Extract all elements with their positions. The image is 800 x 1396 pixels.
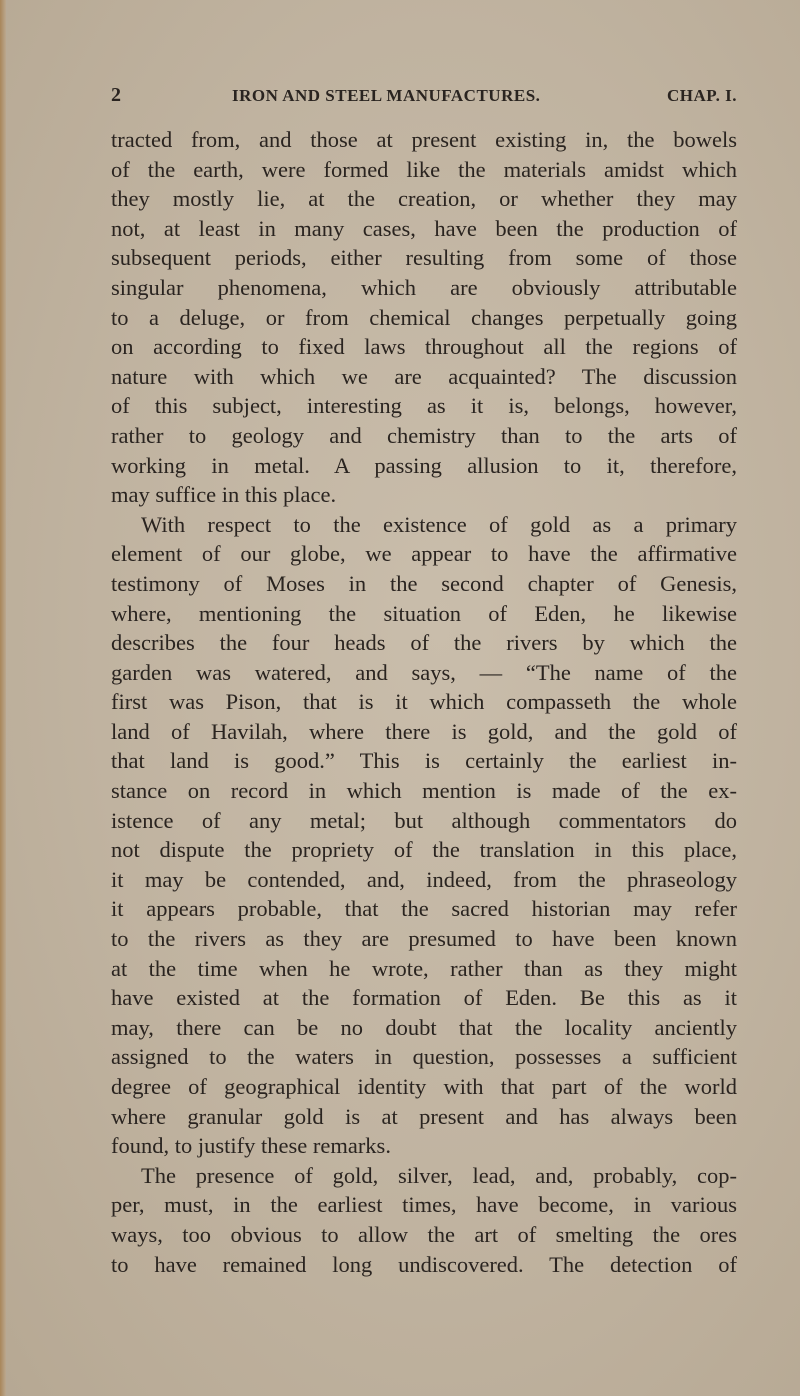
text-line: not, at least in many cases, have been the production of	[111, 215, 737, 241]
text-line: of this subject, interesting as it is, belongs, however,	[111, 393, 737, 419]
text-line: that land is good.” This is certainly the earliest in-	[111, 748, 737, 774]
text-line: found, to justify these remarks.	[111, 1133, 391, 1159]
text-line: tracted from, and those at present existing in, the bowels	[111, 127, 737, 152]
page-edge	[0, 0, 6, 1396]
text-line: on according to fixed laws throughout all the regions of	[111, 334, 737, 360]
text-line: subsequent periods, either resulting from some of those	[111, 245, 737, 271]
text-line: they mostly lie, at the creation, or whether they may	[111, 186, 737, 212]
running-header	[111, 84, 737, 110]
text-line: ways, too obvious to allow the art of smelting the ores	[111, 1221, 737, 1247]
text-line: have existed at the formation of Eden. Be this as it	[111, 985, 737, 1011]
text-line: stance on record in which mention is made of the ex-	[111, 778, 737, 804]
text-line: With respect to the existence of gold as a primary	[141, 511, 737, 537]
text-line: to have remained long undiscovered. The detection of	[111, 1251, 737, 1277]
text-line: singular phenomena, which are obviously attributable	[111, 274, 737, 300]
text-line: The presence of gold, silver, lead, and, probably, cop-	[141, 1162, 737, 1188]
text-line: it may be contended, and, indeed, from the phraseology	[111, 866, 737, 892]
text-line: to the rivers as they are presumed to have been known	[111, 926, 737, 952]
text-line: per, must, in the earliest times, have become, in various	[111, 1192, 737, 1218]
text-line: of the earth, were formed like the materials amidst which	[111, 156, 737, 182]
body-text	[111, 125, 737, 1279]
running-title: IRON AND STEEL MANUFACTURES.	[232, 86, 541, 105]
text-line: may suffice in this place.	[111, 482, 337, 508]
text-line: at the time when he wrote, rather than as they might	[111, 955, 737, 981]
text-line: where, mentioning the situation of Eden, he likewise	[111, 600, 737, 626]
text-line: first was Pison, that is it which compasseth the whole	[111, 689, 737, 715]
text-line: rather to geology and chemistry than to the arts of	[111, 422, 737, 448]
text-line: to a deluge, or from chemical changes perpetually going	[111, 304, 737, 330]
text-line: where granular gold is at present and has always been	[111, 1103, 737, 1129]
chapter-label: CHAP. I.	[667, 86, 737, 105]
text-line: element of our globe, we appear to have the affirmative	[111, 541, 737, 567]
text-line: describes the four heads of the rivers by which the	[111, 630, 737, 656]
text-line: land of Havilah, where there is gold, and the gold of	[111, 718, 737, 744]
text-line: testimony of Moses in the second chapter of Genesis,	[111, 570, 737, 596]
text-line: it appears probable, that the sacred historian may refer	[111, 896, 737, 922]
text-line: not dispute the propriety of the translation in this place,	[111, 837, 737, 863]
text-line: degree of geographical identity with that part of the world	[111, 1074, 737, 1099]
text-line: assigned to the waters in question, possesses a sufficient	[111, 1044, 737, 1070]
text-line: working in metal. A passing allusion to it, therefore,	[111, 452, 737, 478]
page-number: 2	[111, 84, 122, 106]
text-line: garden was watered, and says, — “The name of the	[111, 659, 737, 685]
text-line: may, there can be no doubt that the locality anciently	[111, 1014, 737, 1040]
text-line: nature with which we are acquainted? The discussion	[111, 363, 737, 389]
text-line: istence of any metal; but although commentators do	[111, 807, 737, 833]
